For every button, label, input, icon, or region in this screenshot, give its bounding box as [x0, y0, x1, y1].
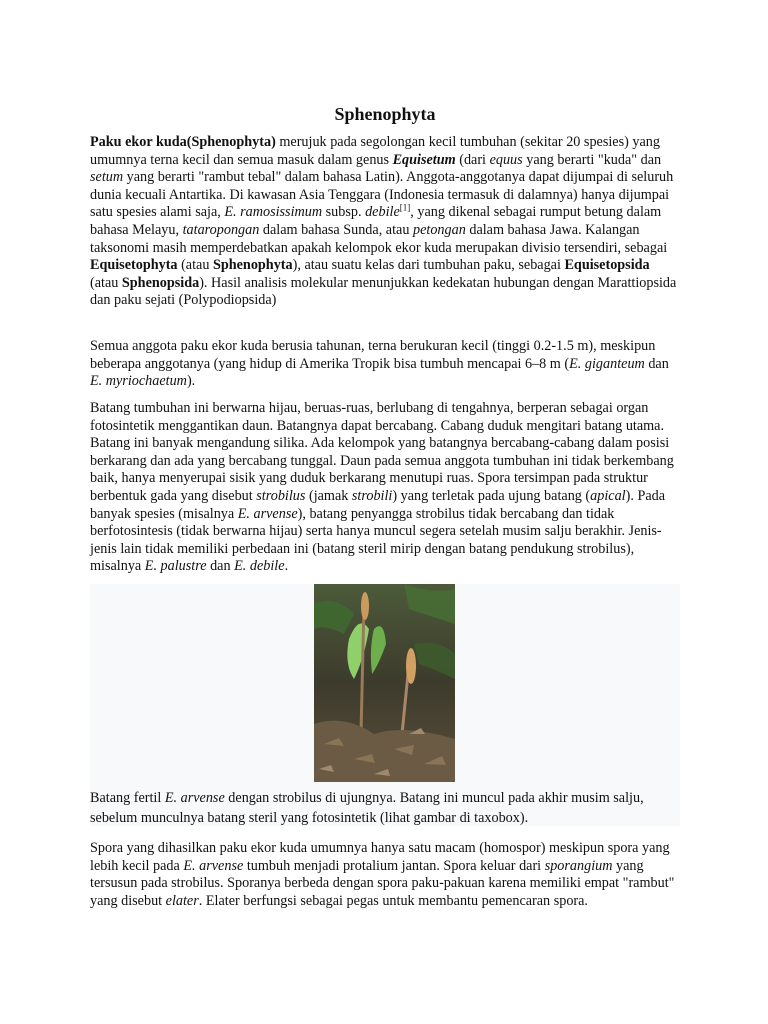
- genus-name: Equisetum: [392, 151, 456, 168]
- italic-term: strobilus: [256, 487, 306, 504]
- text-span: ).: [186, 373, 196, 390]
- bold-term: Equisetopsida: [564, 257, 650, 274]
- text-span: Spora yang dihasilkan paku ekor kuda umumnya hanya satu macam (homospor) meskipun spora yang lebih kecil pada: [90, 840, 670, 874]
- text-span: dalam bahasa Jawa. Kalangan taksonomi masih memperdebatkan apakah kelompok ekor kuda merupakan divisio tersendiri, sebagai: [90, 221, 668, 256]
- horsetail-illustration: [314, 584, 455, 782]
- text-span: . Elater berfungsi sebagai pegas untuk membantu pemencaran spora.: [198, 892, 588, 909]
- species-name: E. debile: [234, 558, 285, 575]
- text-span: (atau: [177, 257, 213, 274]
- text-span: (dari: [455, 151, 490, 168]
- text-span: ). Hasil analisis molekular menunjukkan kedekatan hubungan dengan Marattiopsida dan paku sejati (Polypodiopsida): [90, 274, 677, 309]
- text-span: .: [284, 558, 289, 575]
- bold-term: Sphenopsida: [121, 274, 200, 291]
- bold-term: Paku ekor kuda(Sphenophyta): [90, 134, 276, 150]
- text-span: ), batang penyangga strobilus tidak bercabang dan tidak berfotosintesis (tidak berwarna hijau) serta hanya muncul segera setelah musim salju berakhir. Jenis-jenis lain tidak memiliki perbedaan ini (batang steril mirip dengan batang pendukung strobilus), misalnya: [90, 505, 662, 575]
- horsetail-photo[interactable]: [314, 584, 455, 782]
- text-span: dalam bahasa Sunda, atau: [259, 221, 413, 238]
- italic-term: tataropongan: [182, 221, 260, 238]
- text-span: dan: [206, 558, 235, 575]
- text-span: dan: [644, 355, 669, 372]
- text-span: tumbuh menjadi protalium jantan. Spora keluar dari: [243, 857, 545, 874]
- text-span: dengan strobilus di ujungnya. Batang ini muncul pada akhir musim salju, sebelum munculnya batang steril yang fotosintetik (lihat gambar di taxobox).: [90, 790, 644, 826]
- figure: [90, 584, 680, 826]
- text-span: (atau: [90, 274, 122, 291]
- text-span: Semua anggota paku ekor kuda berusia tahunan, terna berukuran kecil (tinggi 0.2-1.5 m), meskipun beberapa anggotanya (yang hidup di Amerika Tropik bisa tumbuh mencapai 6–8 m (: [90, 338, 656, 372]
- species-name: E. palustre: [144, 558, 207, 575]
- text-span: ) yang terletak pada ujung batang (: [392, 487, 591, 504]
- text-span: yang berarti "rambut tebal" dalam bahasa Latin). Anggota-anggotanya dapat dijumpai di seluruh dunia kecuali Antartika. Di kawasan Asia Tenggara (Indonesia termasuk di dalamnya) hanya dijumpai satu spesies alami saja,: [90, 169, 674, 221]
- page-title: Sphenophyta: [334, 104, 436, 124]
- text-span: subsp.: [322, 204, 366, 221]
- species-name: E. ramosissimum: [224, 204, 323, 221]
- species-name: E. arvense: [183, 857, 244, 874]
- paragraph-spores: [90, 840, 680, 910]
- italic-term: apical: [590, 487, 626, 504]
- text-span: Batang tumbuhan ini berwarna hijau, beruas-ruas, berlubang di tengahnya, berperan sebagai organ fotosintetik menggantikan daun. Batangnya dapat bercabang. Cabang duduk mengitari batang utama. Batang ini banyak mengandung silika. Ada kelompok yang batangnya bercabang-cabang dalam posisi berkarang dan ada yang bercabang tunggal. Daun pada semua anggota tumbuhan ini tidak berkembang baik, hanya menyerupai sisik yang duduk berkarang menutupi ruas. Spora tersimpan pada struktur berbentuk gada yang disebut: [90, 400, 674, 504]
- text-span: , yang dikenal sebagai rumput betung dalam bahasa Melayu,: [90, 204, 662, 238]
- italic-term: petongan: [412, 221, 466, 238]
- text-span: merujuk pada segolongan kecil tumbuhan (sekitar 20 spesies) yang umumnya terna kecil dan semua masuk dalam genus: [90, 134, 660, 168]
- italic-term: sporangium: [544, 857, 613, 874]
- species-name: E. arvense: [237, 505, 298, 522]
- figure-caption: [90, 788, 675, 828]
- species-name: E. giganteum: [569, 355, 645, 372]
- text-span: yang berarti "kuda" dan: [522, 151, 662, 168]
- species-name: E. myriochaetum: [90, 373, 187, 390]
- text-span: (jamak: [305, 487, 352, 504]
- paragraph-morphology: [90, 400, 680, 576]
- italic-term: elater: [165, 892, 199, 909]
- italic-term: strobili: [351, 487, 393, 504]
- bold-term: Sphenophyta: [212, 257, 293, 274]
- bold-term: Equisetophyta: [90, 257, 178, 274]
- citation-link[interactable]: [1]: [399, 202, 411, 213]
- paragraph-size: [90, 338, 680, 391]
- text-span: Batang fertil: [90, 790, 165, 806]
- italic-term: equus: [489, 151, 523, 168]
- text-span: yang tersusun pada strobilus. Sporanya berbeda dengan spora paku-pakuan karena memiliki empat "rambut" yang disebut: [90, 857, 675, 909]
- italic-term: setum: [90, 169, 124, 186]
- paragraph-intro: [90, 134, 680, 310]
- text-span: ). Pada banyak spesies (misalnya: [90, 487, 666, 522]
- italic-term: debile: [365, 204, 400, 221]
- species-name: E. arvense: [164, 790, 225, 806]
- text-span: ), atau suatu kelas dari tumbuhan paku, sebagai: [292, 257, 565, 274]
